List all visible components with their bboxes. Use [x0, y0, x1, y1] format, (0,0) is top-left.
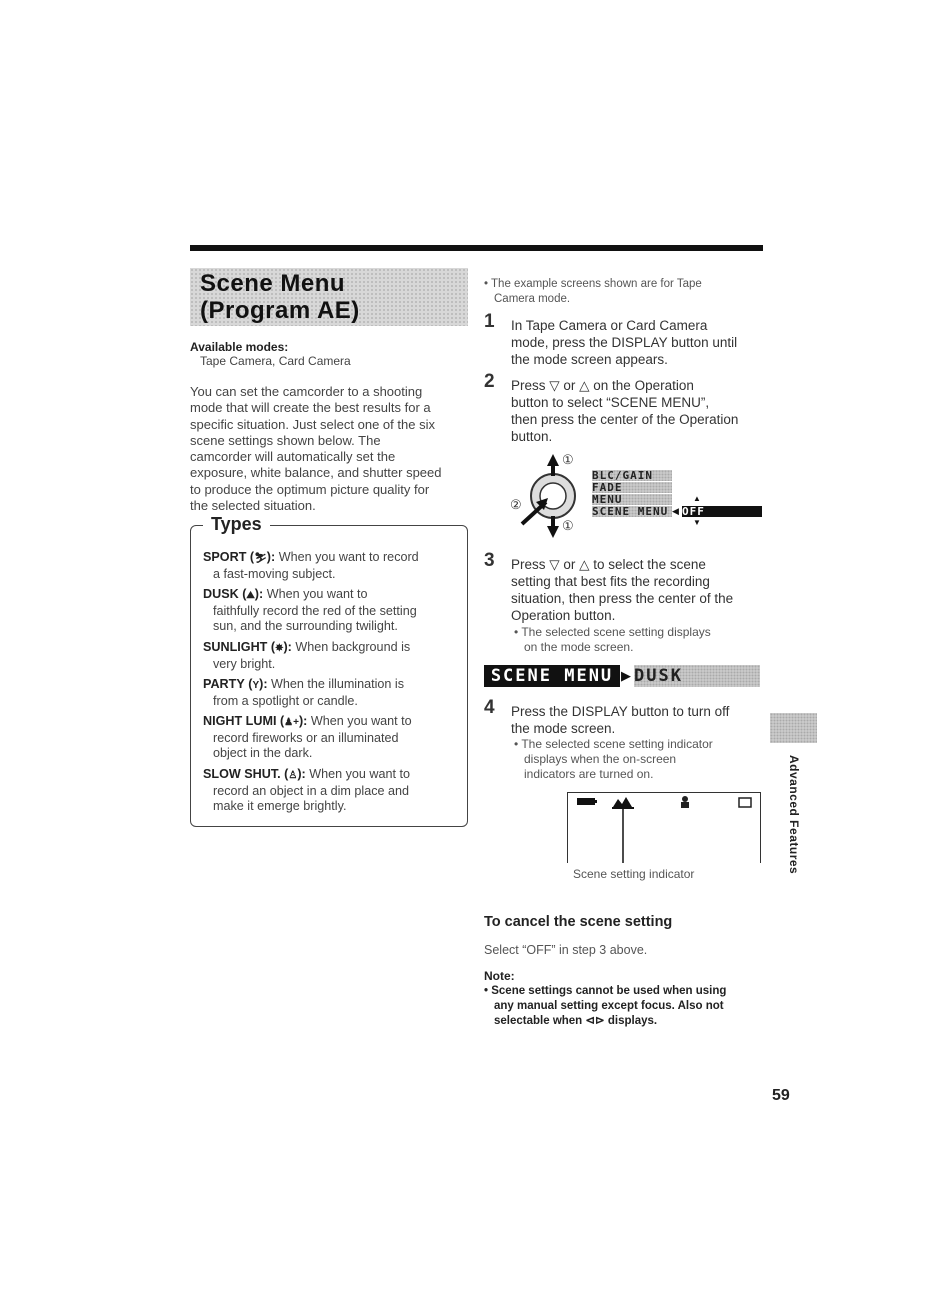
- step-line: button.: [511, 429, 553, 444]
- dusk-icon: ⛰: [246, 590, 255, 601]
- sub-line: The selected scene setting displays: [521, 625, 711, 639]
- cancel-text: Select “OFF” in step 3 above.: [484, 943, 648, 957]
- type-item-party: PARTY (Y): When the illumination is from a spotlight or candle.: [203, 677, 449, 709]
- step-line: Operation button.: [511, 608, 616, 623]
- step-number: 2: [484, 371, 495, 392]
- bullet: •: [484, 985, 489, 997]
- slow-shutter-icon: ♙: [288, 770, 298, 781]
- intro-line: mode that will create the best results for a: [190, 400, 431, 416]
- operation-button-icon: [508, 452, 588, 540]
- intro-line: camcorder will automatically set the: [190, 449, 396, 465]
- label-1-bottom: ①: [562, 518, 574, 533]
- type-item-dusk: DUSK (⛰): When you want to faithfully record the red of the setting sun, and the surrounding twilight.: [203, 587, 449, 635]
- title-line-2: (Program AE): [200, 297, 360, 324]
- bullet: •: [514, 625, 519, 639]
- menu-item: MENU: [592, 494, 672, 505]
- intro-line: to produce the optimum picture quality for: [190, 481, 430, 497]
- top-rule: [190, 245, 763, 251]
- sub-line: on the mode screen.: [524, 640, 634, 654]
- type-name: DUSK: [203, 587, 239, 601]
- scene-menu-label: SCENE MENU: [484, 665, 620, 687]
- step-line: the mode screen appears.: [511, 352, 668, 367]
- step-line: In Tape Camera or Card Camera: [511, 318, 708, 333]
- step-text: [511, 317, 771, 368]
- menu-item: FADE: [592, 482, 672, 493]
- step-line: button to select “SCENE MENU”,: [511, 395, 710, 410]
- type-desc: record fireworks or an illuminated: [213, 730, 399, 745]
- intro-line: You can set the camcorder to a shooting: [190, 384, 423, 399]
- type-desc: sun, and the surrounding twilight.: [213, 619, 398, 633]
- available-modes-label: Available modes:: [190, 340, 289, 354]
- note-line: selectable when: [494, 1015, 583, 1027]
- intro-line: the selected situation.: [190, 498, 316, 514]
- note-line: displays.: [607, 1015, 658, 1027]
- step-line: setting that best fits the recording: [511, 574, 710, 589]
- wide-mode-icon: ⊲⊳: [585, 1015, 605, 1027]
- note-text: [484, 984, 769, 1029]
- arrow-right-icon: ▶: [621, 668, 631, 683]
- type-desc: When background is: [295, 640, 411, 654]
- type-name: PARTY: [203, 677, 245, 691]
- bullet: •: [514, 737, 519, 751]
- party-icon: Y: [252, 680, 260, 691]
- type-desc: When the illumination is: [271, 677, 405, 691]
- operation-button-diagram: [508, 452, 588, 540]
- available-modes-value: Tape Camera, Card Camera: [200, 354, 351, 368]
- example-note: [484, 277, 754, 307]
- note-line: Camera mode.: [494, 293, 571, 305]
- type-desc: When you want to record: [278, 550, 419, 564]
- types-title: Types: [203, 514, 270, 535]
- mode-menu-screen: [592, 470, 762, 526]
- type-desc: very bright.: [213, 656, 276, 671]
- type-desc: a fast-moving subject.: [213, 566, 336, 581]
- step-text: [511, 377, 771, 445]
- side-tab-marker: [770, 713, 817, 743]
- step-line: Press ▽ or △ to select the scene: [511, 557, 706, 572]
- pointer-icon: ◀: [672, 506, 679, 516]
- type-desc: faithfully record the red of the setting: [213, 603, 417, 618]
- type-item-slow-shut: SLOW SHUT. (♙): When you want to record an object in a dim place and make it emerge brightly.: [203, 767, 449, 815]
- sport-icon: ⛷: [254, 553, 267, 564]
- night-lumi-icon: ♟+: [284, 717, 299, 728]
- page-number: 59: [772, 1087, 790, 1104]
- step-text: [511, 703, 771, 737]
- step-text: [511, 556, 771, 624]
- down-arrow-icon: ▼: [693, 518, 701, 527]
- step-line: the mode screen.: [511, 721, 616, 736]
- type-item-sunlight: SUNLIGHT (✸): When background is very bright.: [203, 640, 449, 672]
- intro-line: scene settings shown below. The: [190, 432, 381, 448]
- title-line-1: Scene Menu: [200, 270, 346, 297]
- intro-line: exposure, white balance, and shutter speed: [190, 465, 442, 481]
- type-name: SPORT: [203, 550, 247, 564]
- section-title: [190, 268, 468, 326]
- sub-line: The selected scene setting indicator: [521, 737, 713, 751]
- menu-item: BLC/GAIN: [592, 470, 672, 481]
- type-name: SUNLIGHT: [203, 640, 268, 654]
- label-2: ②: [510, 497, 522, 512]
- type-name: SLOW SHUT.: [203, 767, 281, 781]
- indicator-caption: Scene setting indicator: [573, 867, 695, 881]
- type-desc: from a spotlight or candle.: [213, 693, 358, 708]
- type-desc: When you want to: [310, 714, 412, 728]
- label-1-top: ①: [562, 452, 574, 467]
- step-sub-bullet: [514, 625, 774, 655]
- type-desc: object in the dark.: [213, 746, 313, 760]
- menu-value: OFF: [682, 506, 762, 517]
- type-desc: make it emerge brightly.: [213, 799, 347, 813]
- step-number: 3: [484, 550, 495, 571]
- up-arrow-icon: ▲: [693, 494, 701, 503]
- step-sub-bullet: [514, 737, 774, 782]
- sunlight-icon: ✸: [275, 643, 284, 654]
- note-label: Note:: [484, 969, 515, 983]
- note-line: Scene settings cannot be used when using: [491, 985, 727, 997]
- step-number: 1: [484, 311, 495, 332]
- sub-line: displays when the on-screen: [524, 752, 677, 766]
- side-tab-label: Advanced Features: [787, 755, 801, 875]
- viewfinder-icons: [568, 793, 760, 863]
- type-desc: record an object in a dim place and: [213, 783, 410, 798]
- types-box: [190, 514, 468, 827]
- intro-line: specific situation. Just select one of the six: [190, 416, 435, 432]
- type-item-night-lumi: NIGHT LUMI (♟+): When you want to record fireworks or an illuminated object in the dark.: [203, 714, 449, 762]
- step-line: Press the DISPLAY button to turn off: [511, 704, 730, 719]
- intro-paragraph: [190, 384, 470, 514]
- scene-value: DUSK: [634, 665, 760, 687]
- type-desc: When you want to: [309, 767, 411, 781]
- step-number: 4: [484, 697, 495, 718]
- step-line: then press the center of the Operation: [511, 412, 739, 427]
- sub-line: indicators are turned on.: [524, 767, 654, 781]
- type-item-sport: SPORT (⛷): When you want to record a fast-moving subject.: [203, 550, 449, 582]
- step-line: mode, press the DISPLAY button until: [511, 335, 738, 350]
- note-line: any manual setting except focus. Also not: [494, 1000, 724, 1012]
- step-line: situation, then press the center of the: [511, 591, 734, 606]
- viewfinder-screen: [567, 792, 761, 863]
- scene-menu-screen: [484, 665, 760, 689]
- type-name: NIGHT LUMI: [203, 714, 277, 728]
- type-desc: When you want to: [266, 587, 368, 601]
- note-line: The example screens shown are for Tape: [491, 278, 702, 290]
- step-line: Press ▽ or △ on the Operation: [511, 378, 694, 393]
- bullet: •: [484, 278, 489, 290]
- menu-item-selected: SCENE MENU: [592, 506, 672, 517]
- cancel-heading: To cancel the scene setting: [484, 914, 673, 930]
